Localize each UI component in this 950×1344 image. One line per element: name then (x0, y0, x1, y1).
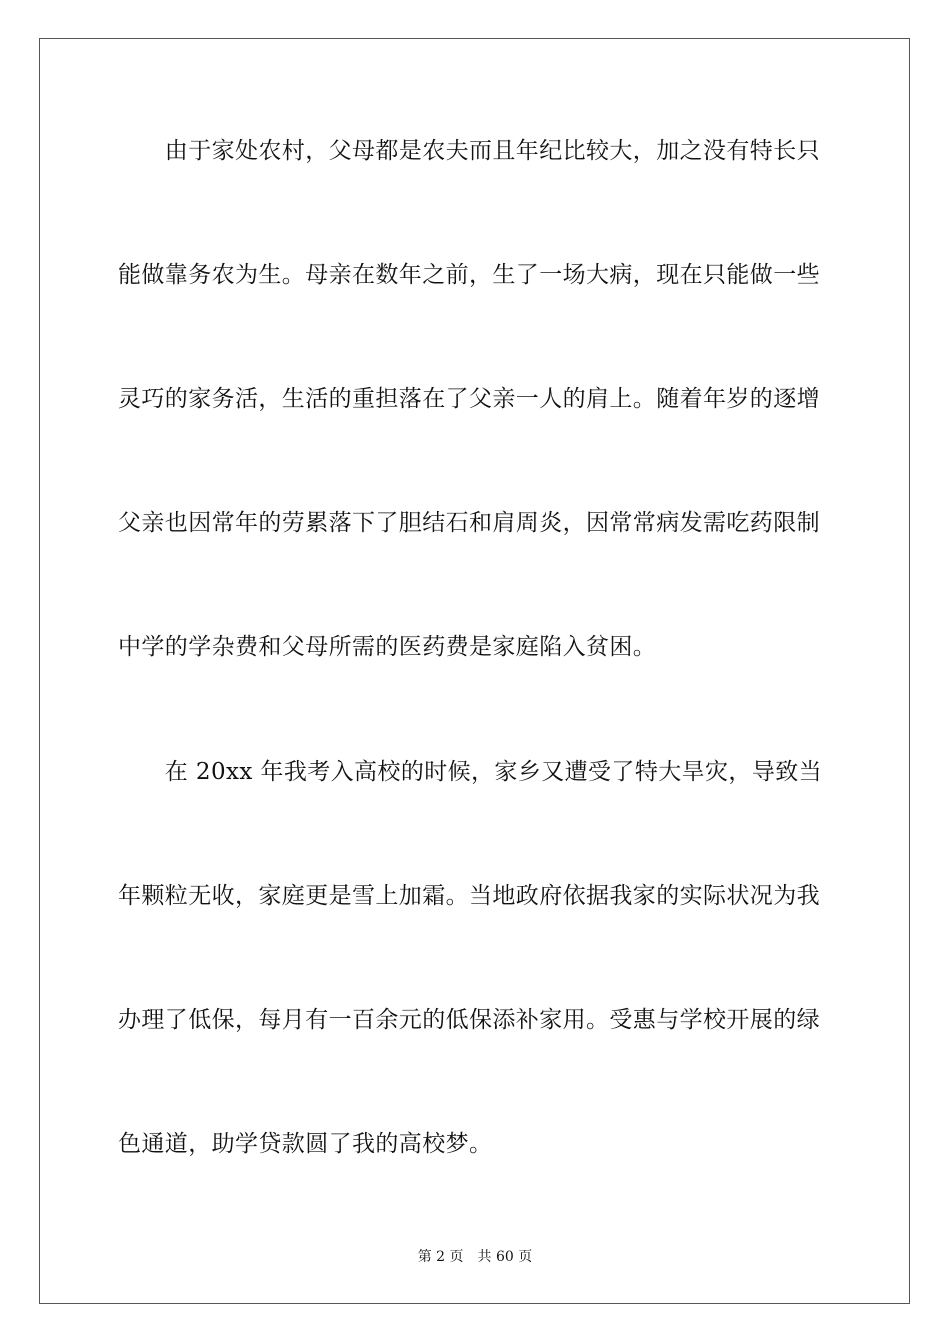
body-text-line: 父亲也因常年的劳累落下了胆结石和肩周炎，因常常病发需吃药限制 (118, 510, 820, 536)
body-text-line: 能做靠务农为生。母亲在数年之前，生了一场大病，现在只能做一些 (118, 262, 820, 288)
body-text-line: 办理了低保，每月有一百余元的低保添补家用。受惠与学校开展的绿 (118, 1007, 820, 1033)
page-number: 第 2 页 (417, 1249, 464, 1265)
body-text-line: 中学的学杂费和父母所需的医药费是家庭陷入贫困。 (118, 634, 657, 660)
body-text-line: 年颗粒无收，家庭更是雪上加霜。当地政府依据我家的实际状况为我 (118, 883, 820, 909)
body-text-line: 色通道，助学贷款圆了我的高校梦。 (118, 1131, 493, 1157)
body-text-line: 在 20xx 年我考入高校的时候，家乡又遭受了特大旱灾，导致当 (118, 759, 823, 785)
body-text-line: 由于家处农村，父母都是农夫而且年纪比较大，加之没有特长只 (118, 138, 820, 164)
page-total: 共 60 页 (477, 1249, 533, 1265)
page-frame (39, 38, 910, 1304)
page-footer (0, 1248, 950, 1266)
body-text-line: 灵巧的家务活，生活的重担落在了父亲一人的肩上。随着年岁的逐增 (118, 386, 820, 412)
